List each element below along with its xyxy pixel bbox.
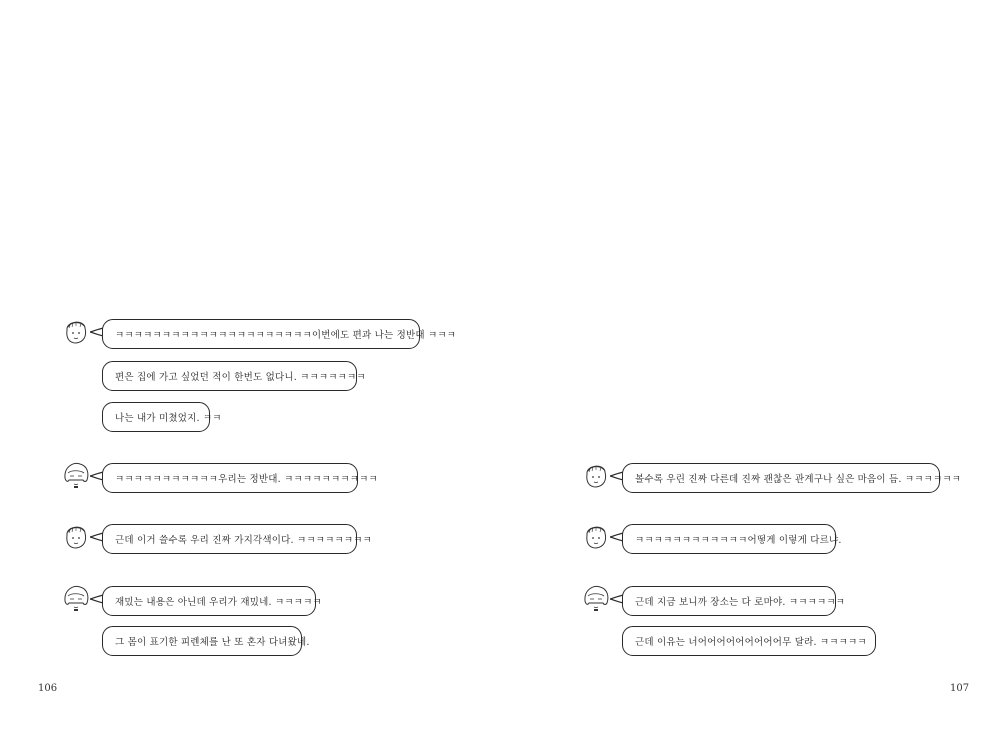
message-text: 볼수록 우린 진짜 다른데 진짜 괜찮은 관계구나 싶은 마음이 듬. ㅋㅋㅋㅋㅋㅋ xyxy=(635,474,962,485)
message-text: 근데 이유는 너어어어어어어어어어무 달라. ㅋㅋㅋㅋㅋ xyxy=(635,637,867,648)
chat-bubble xyxy=(102,626,310,656)
chat-bubble xyxy=(102,524,372,554)
message-text: 그 몸이 표기한 피렌체를 난 또 혼자 다녀왔네. xyxy=(115,637,310,648)
page-number: 106 xyxy=(38,683,58,694)
chat-bubble xyxy=(102,361,366,391)
message-text: 근데 지금 보니까 장소는 다 로마야. ㅋㅋㅋㅋㅋㅋ xyxy=(635,597,846,608)
right-page xyxy=(500,0,1000,735)
girl-avatar-icon xyxy=(582,460,610,490)
chat-bubble xyxy=(102,586,322,616)
message-text: 나는 내가 미쳤었지. ㅋㅋ xyxy=(115,413,222,424)
message-text: 편은 집에 가고 싶었던 적이 한번도 없다니. ㅋㅋㅋㅋㅋㅋㅋ xyxy=(115,372,366,383)
chat-bubble xyxy=(102,319,457,349)
message-text: 재밌는 내용은 아닌데 우리가 재밌네. ㅋㅋㅋㅋㅋ xyxy=(115,597,322,608)
chat-bubble xyxy=(622,626,876,656)
message-text: ㅋㅋㅋㅋㅋㅋㅋㅋㅋㅋㅋ우리는 정반대. ㅋㅋㅋㅋㅋㅋㅋㅋㅋㅋ xyxy=(115,474,378,485)
chat-bubble xyxy=(622,524,842,554)
page-number: 107 xyxy=(950,683,970,694)
chat-bubble xyxy=(622,586,846,616)
message-text: ㅋㅋㅋㅋㅋㅋㅋㅋㅋㅋㅋㅋㅋㅋㅋㅋㅋㅋㅋㅋㅋ이번에도 편과 나는 정반대 ㅋㅋㅋ xyxy=(115,330,457,341)
message-text: 근데 이거 쓸수록 우리 진짜 가지각색이다. ㅋㅋㅋㅋㅋㅋㅋㅋ xyxy=(115,535,372,546)
bob-hair-avatar-icon xyxy=(62,460,90,490)
chat-bubble xyxy=(622,463,962,493)
chat-bubble xyxy=(102,463,378,493)
girl-avatar-icon xyxy=(62,316,90,346)
bob-hair-avatar-icon xyxy=(582,583,610,613)
bob-hair-avatar-icon xyxy=(62,583,90,613)
chat-bubble xyxy=(102,402,222,432)
girl-avatar-icon xyxy=(62,521,90,551)
girl-avatar-icon xyxy=(582,521,610,551)
message-text: ㅋㅋㅋㅋㅋㅋㅋㅋㅋㅋㅋㅋ어떻게 이렇게 다르냐. xyxy=(635,535,842,546)
